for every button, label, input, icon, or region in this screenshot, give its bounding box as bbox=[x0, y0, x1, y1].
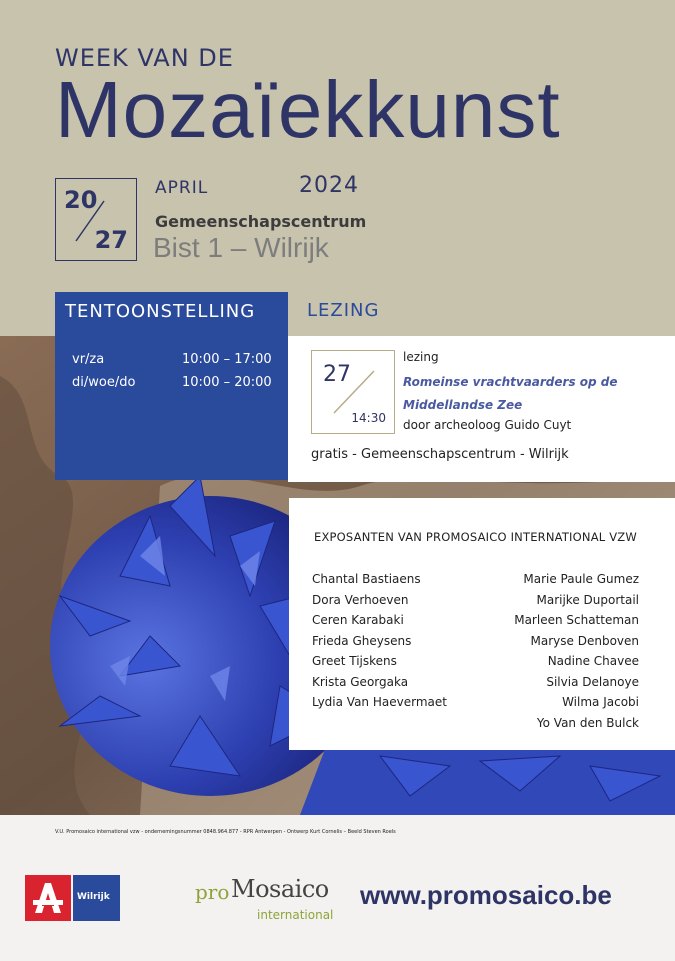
lecture-info: gratis - Gemeenschapscentrum - Wilrijk bbox=[311, 447, 569, 462]
date-end: 27 bbox=[94, 226, 128, 254]
list-item: Maryse Denboven bbox=[530, 633, 639, 648]
hours-days: vr/za bbox=[72, 352, 105, 367]
exhibitors-list-right bbox=[514, 569, 639, 733]
date-start: 20 bbox=[64, 186, 98, 214]
list-item: Wilma Jacobi bbox=[562, 695, 639, 709]
list-item: Ceren Karabaki bbox=[312, 613, 404, 627]
list-item: Marleen Schatteman bbox=[514, 613, 639, 627]
hours-days: di/woe/do bbox=[72, 375, 136, 390]
lecture-kind: lezing bbox=[403, 350, 439, 364]
month: APRIL bbox=[155, 178, 209, 198]
lecture-speaker: door archeoloog Guido Cuyt bbox=[403, 418, 572, 432]
lecture-time: 14:30 bbox=[351, 411, 386, 425]
promosaico-logo bbox=[195, 868, 335, 928]
exhibitors-list-left bbox=[312, 569, 447, 713]
hours-time: 10:00 – 17:00 bbox=[182, 352, 272, 367]
list-item: Greet Tijskens bbox=[312, 654, 397, 668]
pre-title: WEEK VAN DE bbox=[55, 44, 234, 72]
logo-pro: pro bbox=[195, 880, 230, 904]
page-title: Mozaïekkunst bbox=[55, 65, 561, 154]
exhibitors-title: EXPOSANTEN VAN PROMOSAICO INTERNATIONAL VZW bbox=[314, 530, 637, 544]
logo-a-label: Wilrijk bbox=[73, 875, 120, 921]
logo-mosaico: Mosaico bbox=[231, 875, 329, 903]
list-item: Silvia Delanoye bbox=[546, 674, 639, 689]
lecture-panel bbox=[288, 336, 675, 482]
publisher-note: V.U. Promosaico international vzw - ondernemingsnummer 0848.964.877 - RPR Antwerpen - Ontwerp Kurt Cornelis – Beeld Steven Roels bbox=[55, 829, 396, 835]
venue-name: Gemeenschapscentrum bbox=[155, 212, 367, 231]
list-item: Nadine Chavee bbox=[547, 654, 639, 668]
list-item: Krista Georgaka bbox=[312, 674, 409, 689]
lecture-day: 27 bbox=[323, 362, 351, 387]
list-item: Lydia Van Haevermaet bbox=[312, 695, 447, 709]
opening-hours-panel bbox=[55, 336, 288, 480]
tab-exhibition: TENTOONSTELLING bbox=[55, 292, 288, 336]
list-item: Dora Verhoeven bbox=[312, 592, 409, 607]
antwerpen-wilrijk-logo bbox=[25, 875, 120, 921]
list-item: Marijke Duportail bbox=[536, 592, 639, 607]
website-link[interactable]: www.promosaico.be bbox=[360, 880, 612, 910]
hours-row bbox=[72, 352, 272, 367]
lecture-title: Romeinse vrachtvaarders op de Middellandse Zee bbox=[403, 375, 618, 412]
hours-time: 10:00 – 20:00 bbox=[182, 375, 272, 390]
list-item: Frieda Gheysens bbox=[312, 633, 412, 648]
year: 2024 bbox=[299, 173, 359, 198]
exhibitors-panel bbox=[289, 498, 675, 750]
hours-row bbox=[72, 375, 272, 390]
date-range-box bbox=[55, 178, 137, 261]
list-item: Yo Van den Bulck bbox=[536, 715, 639, 730]
tab-lecture: LEZING bbox=[307, 300, 380, 321]
a-logo-icon bbox=[25, 875, 71, 921]
list-item: Chantal Bastiaens bbox=[312, 572, 421, 586]
venue-address: Bist 1 – Wilrijk bbox=[153, 232, 329, 263]
logo-international: international bbox=[257, 908, 334, 922]
lecture-date-box bbox=[311, 350, 395, 434]
list-item: Marie Paule Gumez bbox=[523, 572, 639, 586]
